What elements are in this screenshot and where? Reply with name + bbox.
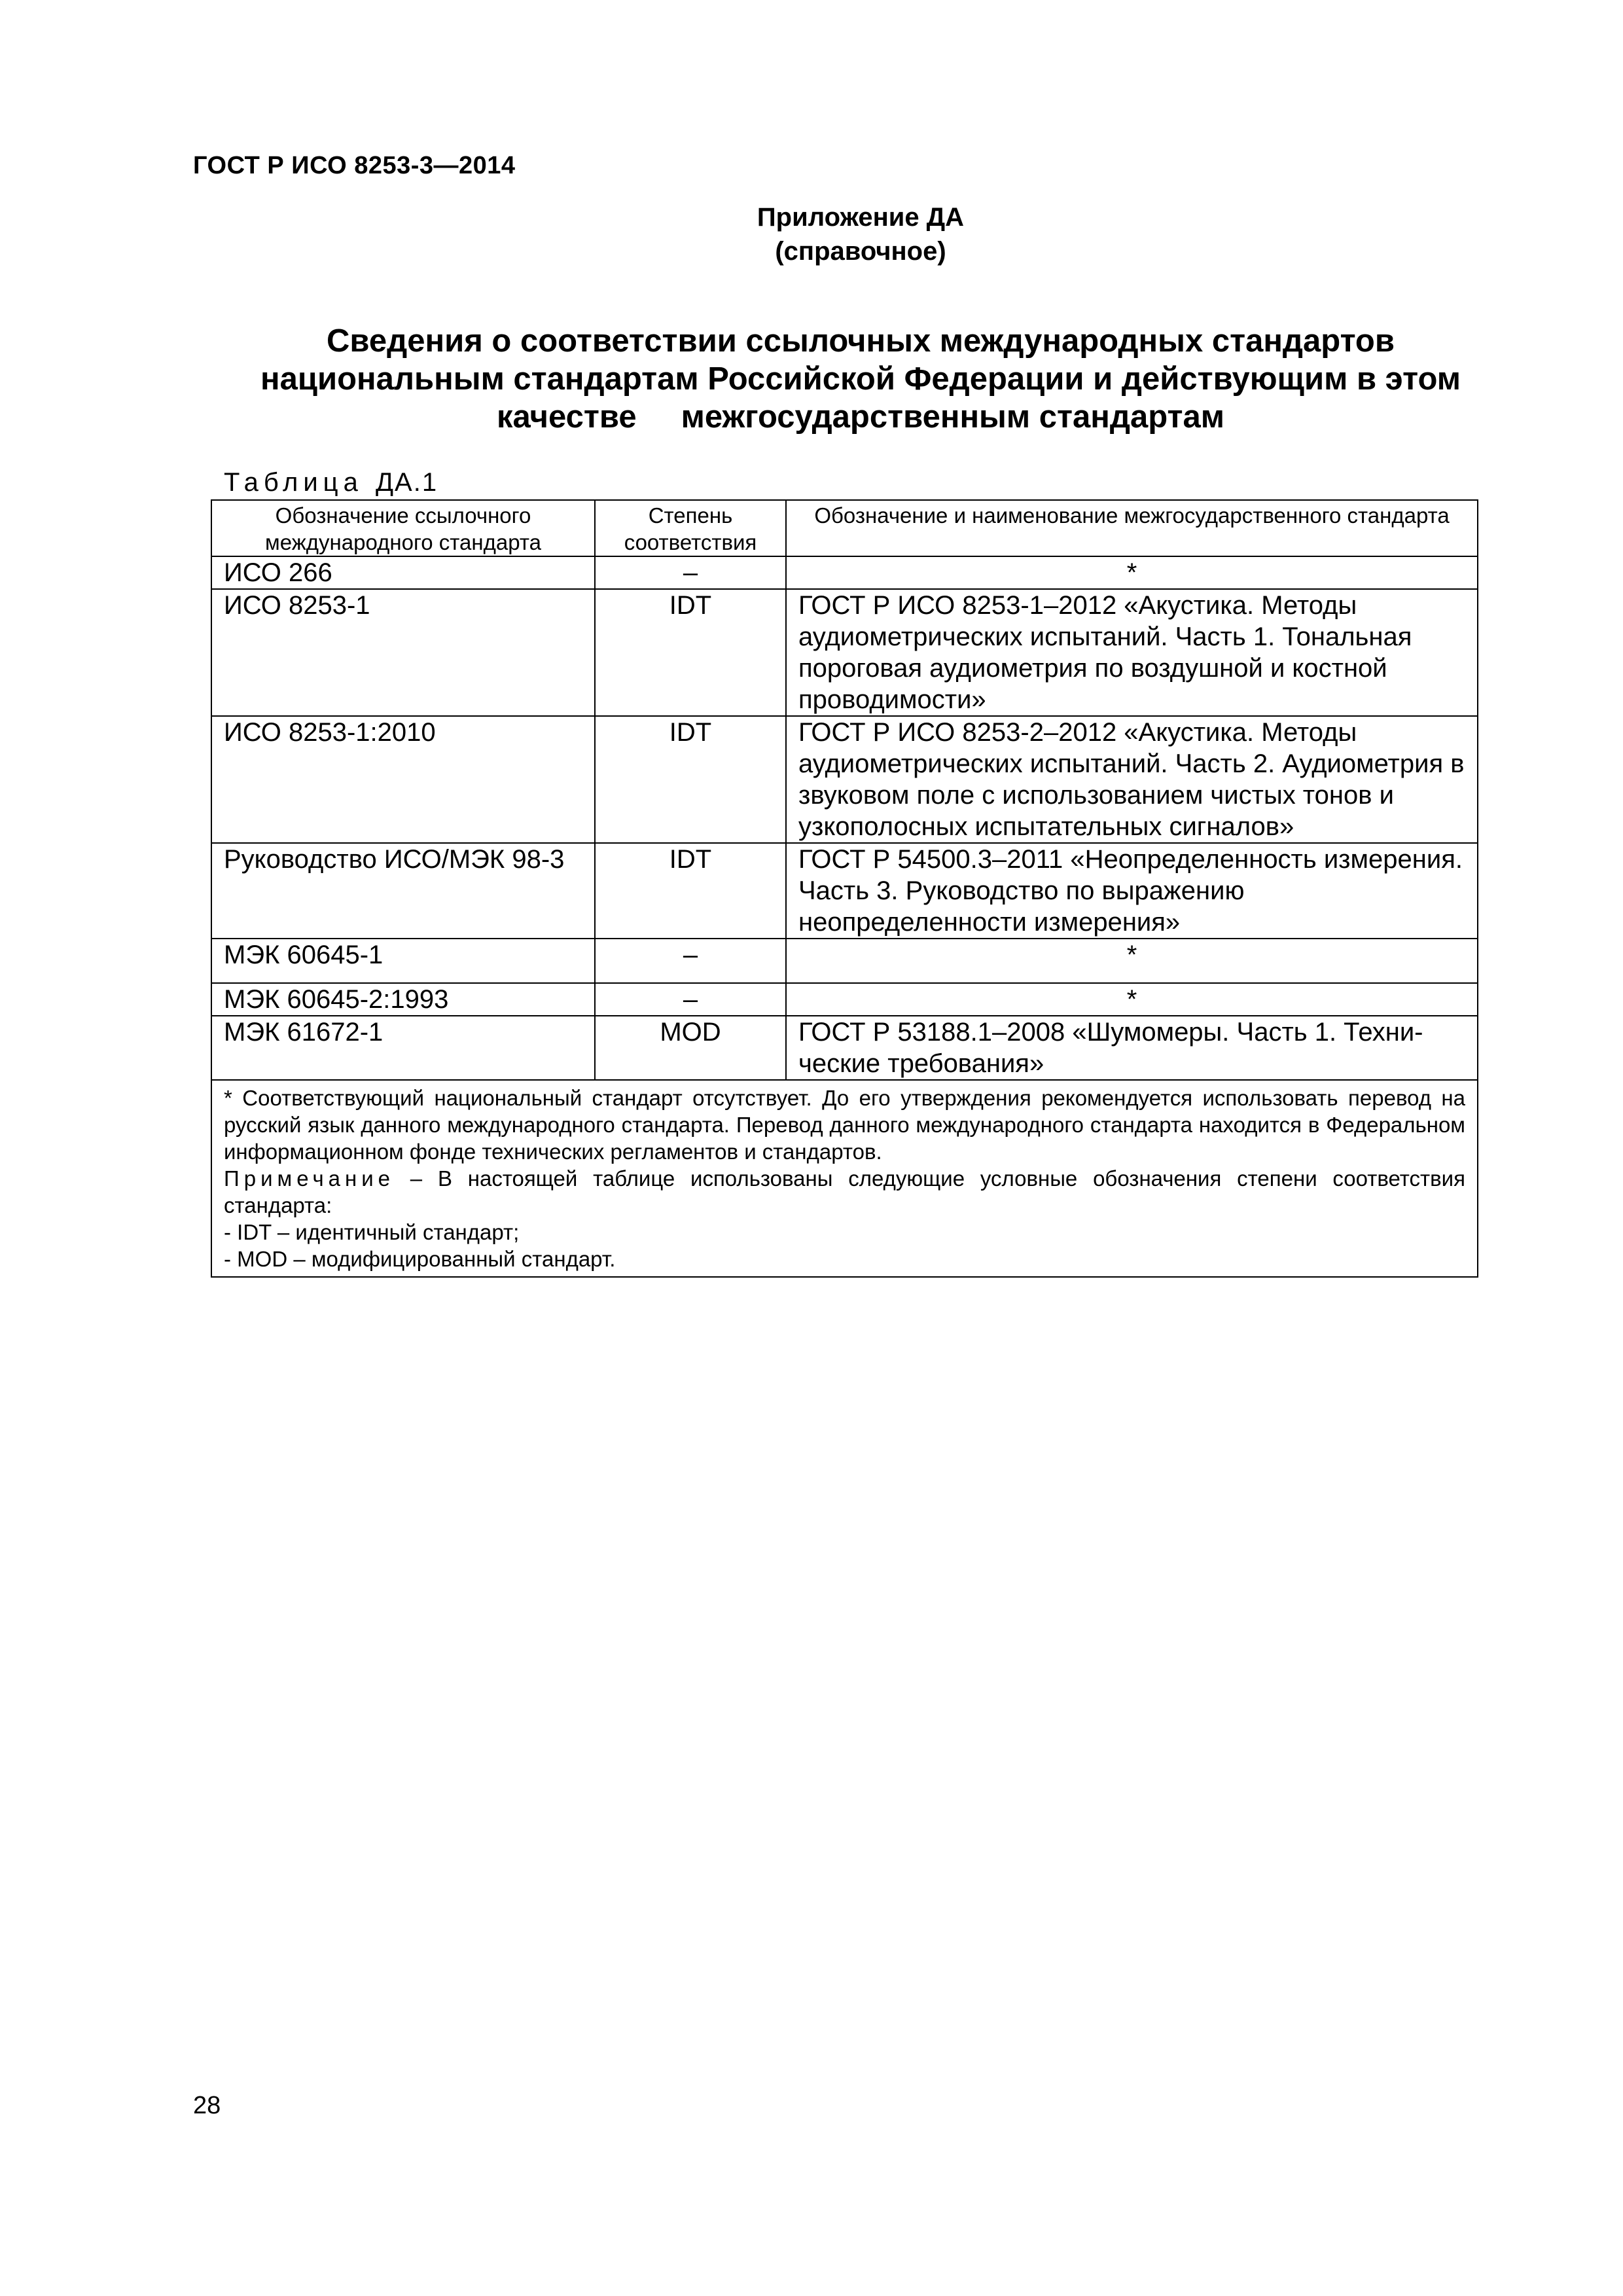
note-text: – В настоящей таблице использованы следующие условные обозначения степени соответствия стандарта: — [224, 1166, 1465, 1217]
cell-designation: МЭК 61672-1 — [211, 1016, 595, 1080]
cell-national: ГОСТ Р ИСО 8253-1–2012 «Акустика. Методы аудиометрических испытаний. Часть 1. Тональная пороговая аудиометрия по воздушной и костной проводимости» — [786, 589, 1478, 716]
table-row — [211, 589, 1478, 716]
cell-designation: МЭК 60645-2:1993 — [211, 983, 595, 1016]
cell-degree: IDT — [595, 589, 786, 716]
note-label: Примечание — [224, 1166, 395, 1191]
appendix-title: Приложение ДА — [757, 203, 965, 232]
cell-designation: МЭК 60645-1 — [211, 939, 595, 983]
cell-designation: Руководство ИСО/МЭК 98-3 — [211, 843, 595, 939]
legend-item: - IDT – идентичный стандарт; — [224, 1220, 520, 1244]
header-national: Обозначение и наименование межгосударственного стандарта — [786, 500, 1478, 556]
table-row — [211, 556, 1478, 589]
cell-designation: ИСО 8253-1:2010 — [211, 716, 595, 843]
section-title-line: национальным стандартам Российской Федерации и действующим в этом — [260, 361, 1461, 397]
note — [224, 1165, 1465, 1219]
cell-degree: – — [595, 939, 786, 983]
cell-designation: ИСО 8253-1 — [211, 589, 595, 716]
footnote: * Соответствующий национальный стандарт отсутствует. До его утверждения рекомендуется использовать перевод на русский язык данного международного стандарта. Перевод данного международного стандарта находится в Федеральном информационном фонде технических регламентов и стандартов. — [224, 1086, 1465, 1164]
header-designation: Обозначение ссылочного международного стандарта — [211, 500, 595, 556]
table-row — [211, 843, 1478, 939]
table-row — [211, 983, 1478, 1016]
table-notes-row — [211, 1080, 1478, 1277]
cell-national: * — [786, 939, 1478, 983]
cell-national: * — [786, 556, 1478, 589]
document-designation: ГОСТ Р ИСО 8253-3—2014 — [193, 152, 516, 179]
table-row — [211, 1016, 1478, 1080]
cell-national: ГОСТ Р 54500.3–2011 «Неопределенность измерения. Часть 3. Руководство по выражению неопределенности измерения» — [786, 843, 1478, 939]
appendix-kind: (справочное) — [775, 237, 946, 266]
cell-degree: MOD — [595, 1016, 786, 1080]
cell-national: ГОСТ Р ИСО 8253-2–2012 «Акустика. Методы аудиометрических испытаний. Часть 2. Аудиометрия в звуковом поле с использованием чистых тонов и узкополосных испытательных сигналов» — [786, 716, 1478, 843]
table-caption — [224, 468, 438, 497]
section-title-line: Сведения о соответствии ссылочных международных стандартов — [327, 323, 1395, 359]
table-row — [211, 716, 1478, 843]
table-notes — [211, 1080, 1478, 1277]
cell-national: ГОСТ Р 53188.1–2008 «Шумомеры. Часть 1. Технические требования» — [786, 1016, 1478, 1080]
table-caption-number: ДА.1 — [375, 468, 438, 497]
page-number: 28 — [193, 2092, 221, 2119]
cell-degree: – — [595, 556, 786, 589]
cell-degree: – — [595, 983, 786, 1016]
table-row — [211, 939, 1478, 983]
cell-national: * — [786, 983, 1478, 1016]
section-title — [196, 322, 1525, 436]
cell-degree: IDT — [595, 716, 786, 843]
cell-degree: IDT — [595, 843, 786, 939]
header-degree: Степень соответствия — [595, 500, 786, 556]
references-table — [211, 499, 1478, 1278]
table-header-row — [211, 500, 1478, 556]
legend-item: - MOD – модифицированный стандарт. — [224, 1247, 616, 1271]
section-title-line: качестве межгосударственным стандартам — [497, 399, 1224, 435]
table-caption-prefix: Таблица — [224, 468, 363, 497]
cell-designation: ИСО 266 — [211, 556, 595, 589]
